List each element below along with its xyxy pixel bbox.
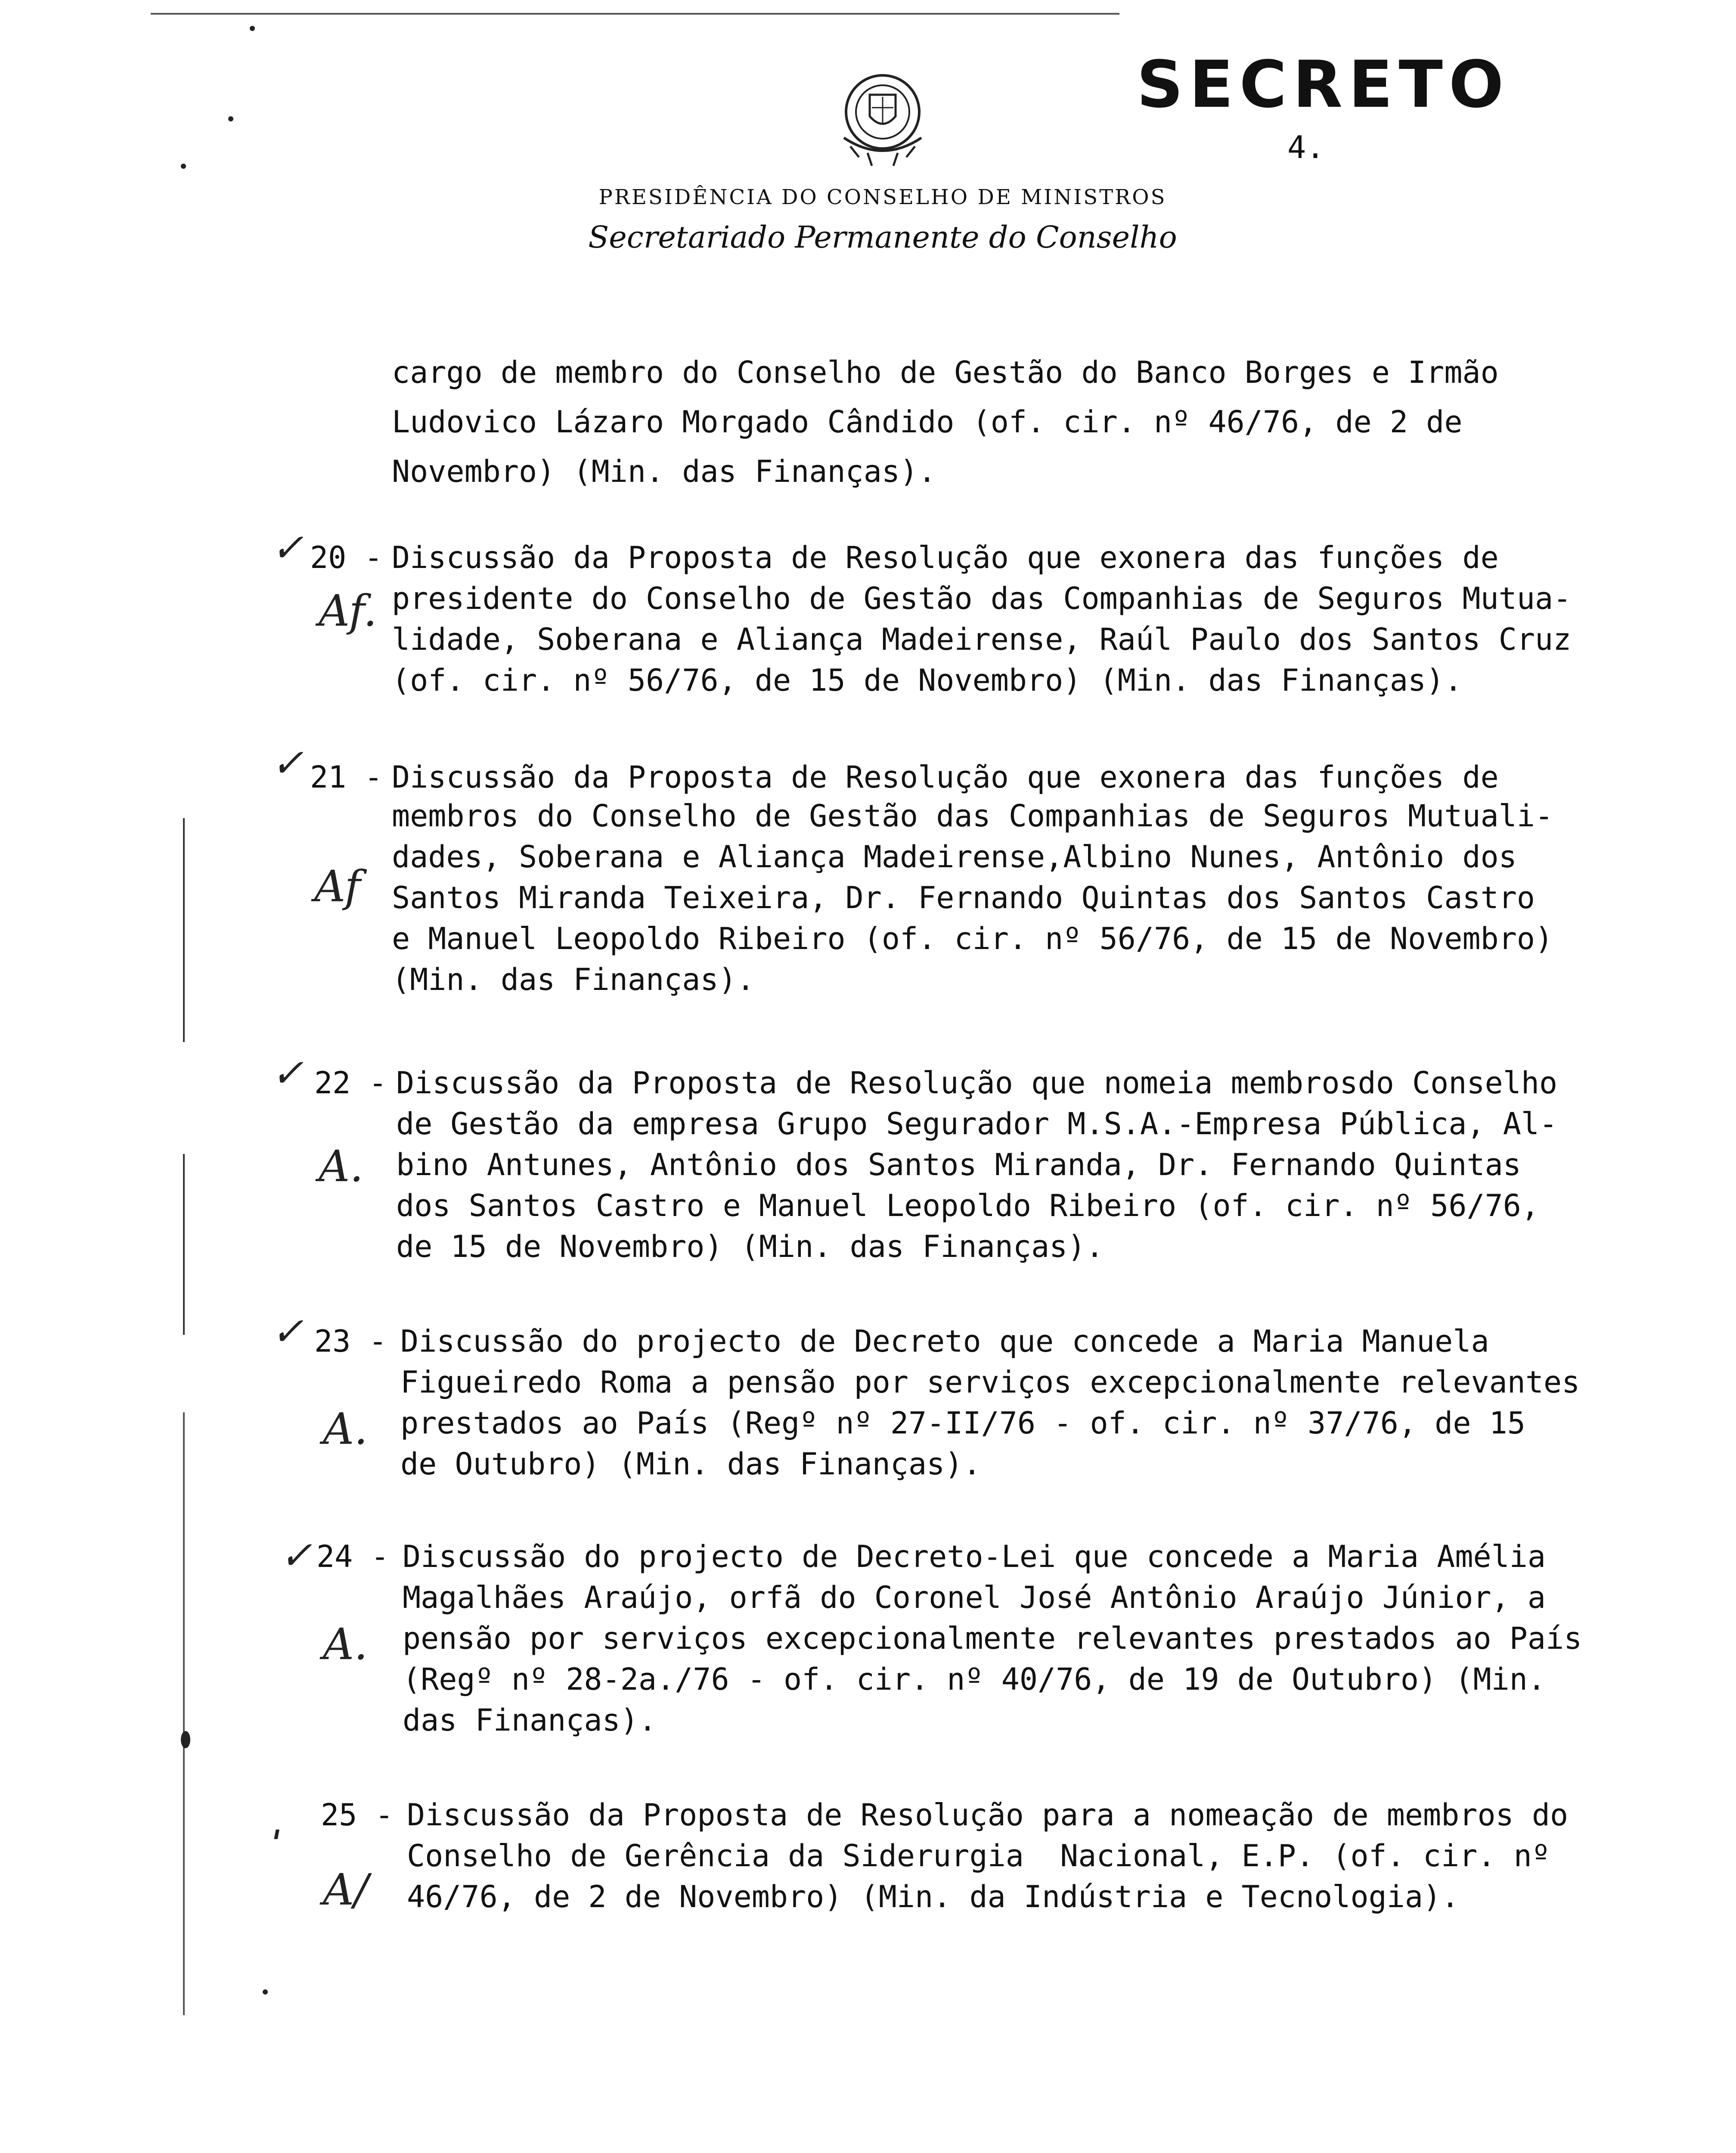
scan-speck	[263, 1989, 268, 1995]
top-rule	[151, 13, 1119, 15]
scan-speck	[181, 1731, 190, 1748]
item-line: Discussão do projecto de Decreto-Lei que concede a Maria Amélia	[403, 1539, 1546, 1574]
classification-stamp: SECRETO	[1137, 47, 1510, 122]
check-mark-icon: ✓	[280, 1533, 313, 1578]
item-line: Discussão da Proposta de Resolução que exonera das funções de	[392, 540, 1499, 575]
item-line: membros do Conselho de Gestão das Companhias de Seguros Mutuali-	[392, 798, 1553, 834]
item-line: presidente do Conselho de Gestão das Companhias de Seguros Mutua-	[392, 581, 1572, 616]
item-line: (Min. das Finanças).	[392, 962, 755, 997]
handwritten-initials: A.	[323, 1619, 368, 1669]
margin-line	[183, 1412, 185, 2015]
item-line: Santos Miranda Teixeira, Dr. Fernando Quintas dos Santos Castro	[392, 880, 1535, 915]
margin-line	[183, 818, 185, 1042]
item-line: Discussão da Proposta de Resolução para a nomeação de membros do	[407, 1797, 1569, 1833]
intro-line: Novembro) (Min. das Finanças).	[392, 454, 936, 489]
tick-mark-icon: ˌ	[271, 1800, 282, 1845]
item-number: 24 -	[316, 1539, 389, 1574]
check-mark-icon: ✓	[271, 1051, 304, 1096]
item-line: bino Antunes, Antônio dos Santos Miranda, Dr. Fernando Quintas	[396, 1147, 1521, 1182]
coat-of-arms-icon	[827, 65, 939, 177]
handwritten-initials: A.	[319, 1141, 364, 1191]
item-line: Discussão da Proposta de Resolução que nomeia membrosdo Conselho	[396, 1065, 1558, 1101]
item-line: Magalhães Araújo, orfã do Coronel José Antônio Araújo Júnior, a	[403, 1580, 1546, 1615]
item-line: de Outubro) (Min. das Finanças).	[400, 1446, 981, 1482]
item-line: de 15 de Novembro) (Min. das Finanças).	[396, 1229, 1104, 1264]
page-number: 4.	[1287, 129, 1325, 165]
scan-speck	[181, 164, 186, 169]
item-line: Conselho de Gerência da Siderurgia Nacional, E.P. (of. cir. nº	[407, 1838, 1550, 1874]
item-line: (of. cir. nº 56/76, de 15 de Novembro) (Min. das Finanças).	[392, 663, 1463, 698]
check-mark-icon: ✓	[271, 525, 304, 571]
item-line: dades, Soberana e Aliança Madeirense,Albino Nunes, Antônio dos	[392, 839, 1517, 875]
item-number: 20 -	[310, 540, 383, 575]
item-line: Discussão da Proposta de Resolução que exonera das funções de	[392, 760, 1499, 795]
scan-speck	[228, 116, 233, 121]
item-line: lidade, Soberana e Aliança Madeirense, Raúl Paulo dos Santos Cruz	[392, 622, 1572, 657]
handwritten-initials: A.	[323, 1404, 368, 1454]
item-line: Discussão do projecto de Decreto que concede a Maria Manuela	[400, 1324, 1489, 1359]
item-line: 46/76, de 2 de Novembro) (Min. da Indústria e Tecnologia).	[407, 1879, 1460, 1914]
item-line: Figueiredo Roma a pensão por serviços excepcionalmente relevantes	[400, 1365, 1580, 1400]
check-mark-icon: ✓	[271, 1309, 304, 1354]
item-number: 23 -	[314, 1324, 387, 1359]
item-line: prestados ao País (Regº nº 27-II/76 - of. cir. nº 37/76, de 15	[400, 1405, 1525, 1441]
item-line: de Gestão da empresa Grupo Segurador M.S.A.-Empresa Pública, Al-	[396, 1106, 1558, 1142]
item-line: das Finanças).	[403, 1703, 657, 1738]
handwritten-initials: A/	[323, 1864, 369, 1915]
intro-line: cargo de membro do Conselho de Gestão do Banco Borges e Irmão	[392, 355, 1499, 390]
check-mark-icon: ✓	[271, 741, 304, 786]
item-line: e Manuel Leopoldo Ribeiro (of. cir. nº 56/76, de 15 de Novembro)	[392, 921, 1553, 956]
letterhead-department: Secretariado Permanente do Conselho	[588, 220, 1177, 255]
item-line: pensão por serviços excepcionalmente relevantes prestados ao País	[403, 1621, 1582, 1656]
item-line: dos Santos Castro e Manuel Leopoldo Ribeiro (of. cir. nº 56/76,	[396, 1188, 1540, 1223]
item-number: 25 -	[321, 1797, 394, 1833]
handwritten-initials: Af.	[319, 586, 377, 636]
intro-line: Ludovico Lázaro Morgado Cândido (of. cir. nº 46/76, de 2 de	[392, 404, 1463, 440]
item-number: 21 -	[310, 760, 383, 795]
item-number: 22 -	[314, 1065, 387, 1101]
handwritten-initials: Af	[314, 861, 361, 912]
margin-line	[183, 1154, 185, 1335]
scan-speck	[250, 26, 255, 31]
letterhead-organization: PRESIDÊNCIA DO CONSELHO DE MINISTROS	[598, 185, 1167, 209]
item-line: (Regº nº 28-2a./76 - of. cir. nº 40/76, de 19 de Outubro) (Min.	[403, 1662, 1546, 1697]
